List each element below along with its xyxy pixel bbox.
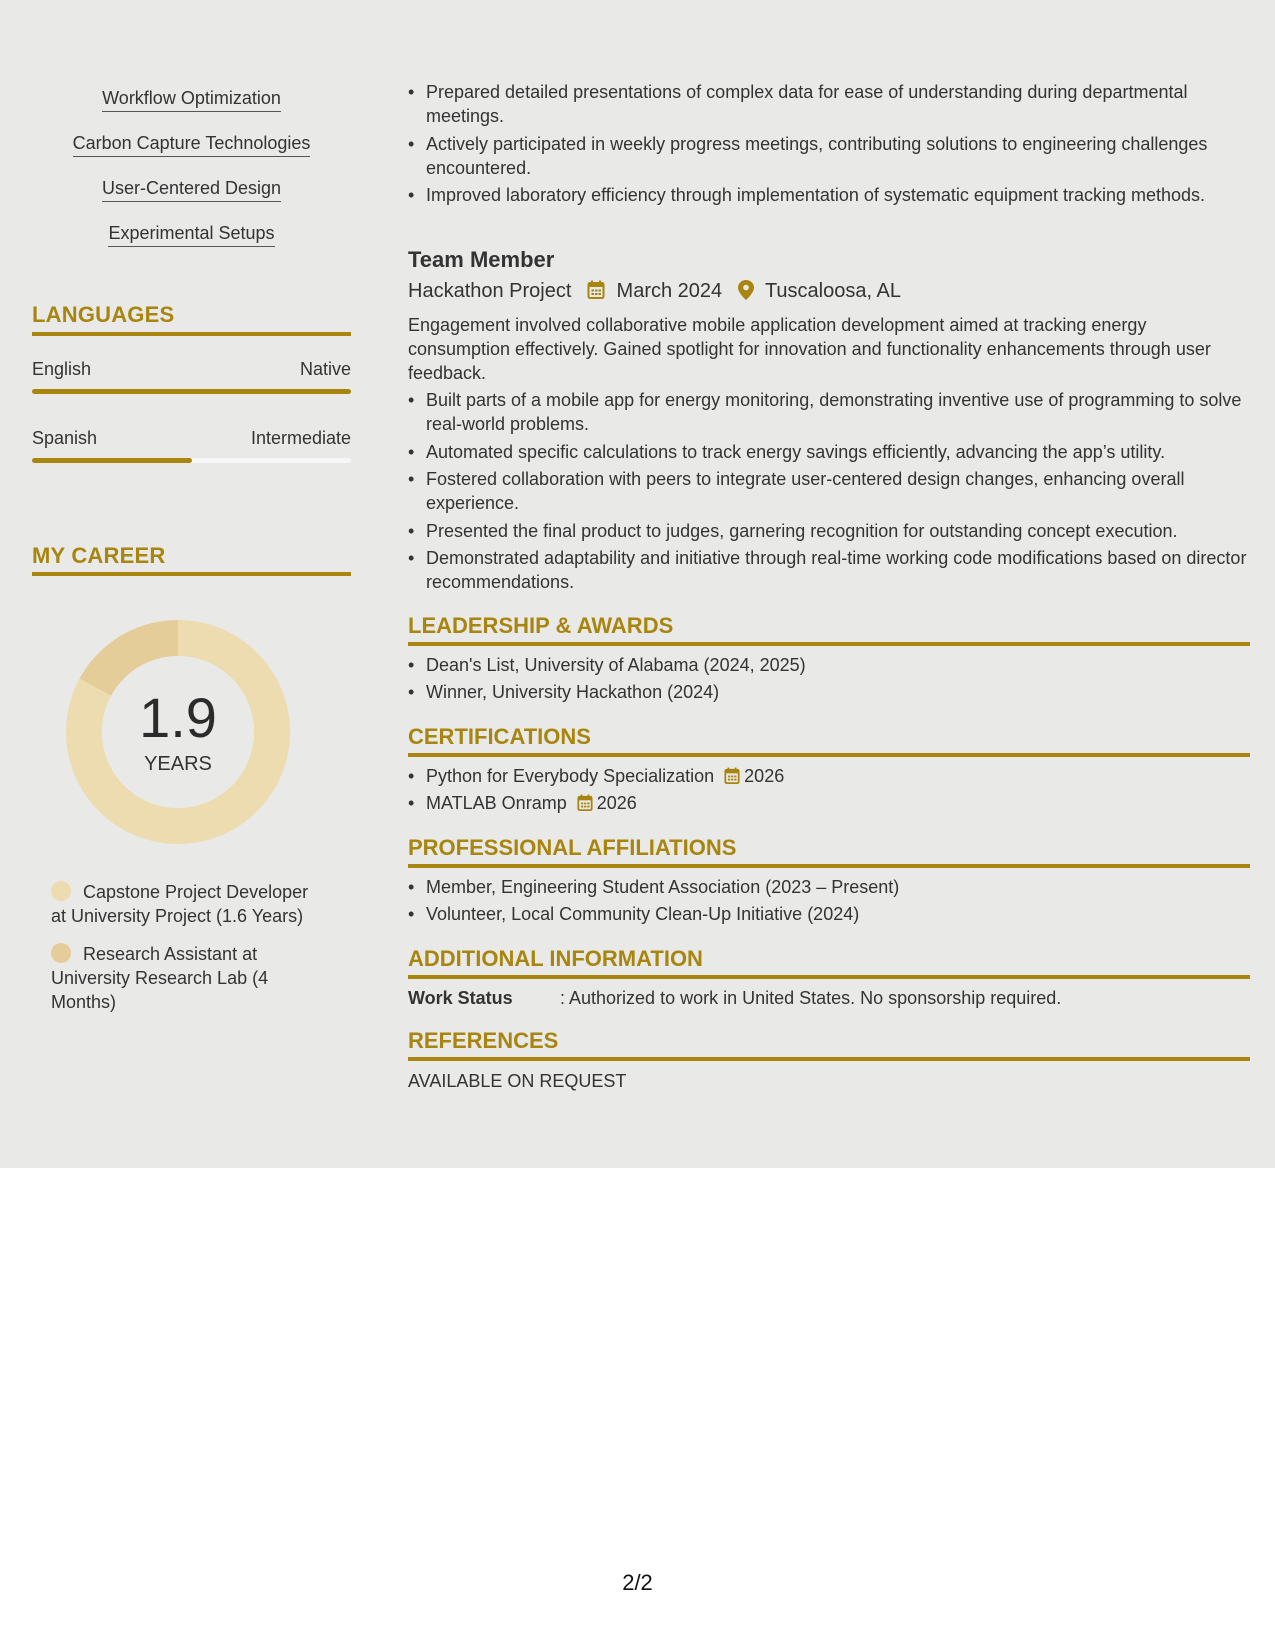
section-divider — [408, 864, 1250, 868]
language-bar-fill — [32, 458, 192, 463]
language-row — [32, 428, 351, 449]
section-divider — [408, 642, 1250, 646]
legend-swatch — [51, 943, 71, 963]
page-number: 2/2 — [622, 1570, 653, 1595]
certification-year: 2026 — [596, 793, 637, 813]
list-item: • MATLAB Onramp 2026 — [408, 791, 1250, 818]
affiliations-heading: PROFESSIONAL AFFILIATIONS — [408, 835, 737, 860]
job-meta — [408, 280, 901, 306]
list-item: • Member, Engineering Student Association (2023 – Present) — [408, 877, 900, 897]
additional-info-heading: ADDITIONAL INFORMATION — [408, 946, 703, 971]
work-status-label: Work Status — [408, 988, 513, 1008]
languages-heading: LANGUAGES — [32, 302, 175, 327]
references-heading: REFERENCES — [408, 1028, 559, 1053]
job-title: Team Member — [408, 247, 555, 272]
job-date: March 2024 — [616, 280, 723, 302]
career-legend-item — [51, 880, 321, 928]
work-status-value: : Authorized to work in United States. No sponsorship required. — [560, 988, 1062, 1008]
list-item: • Presented the final product to judges, garnering recognition for outstanding concept execution. — [408, 521, 1178, 541]
job-description: Engagement involved collaborative mobile application development aimed at tracking energy consumption effectively. Gained spotlight for innovation and functionality enhancements through user feedback. — [408, 315, 1211, 383]
certification-name: Python for Everybody Specialization — [426, 766, 715, 786]
section-divider — [408, 975, 1250, 979]
language-level: Intermediate — [250, 428, 351, 448]
language-level: Native — [299, 359, 351, 379]
certification-year: 2026 — [744, 766, 785, 786]
section-divider — [32, 572, 351, 576]
section-divider — [32, 332, 351, 336]
language-bar-fill — [32, 389, 351, 394]
legend-swatch — [51, 881, 71, 901]
career-total-unit: YEARS — [144, 753, 212, 775]
leadership-heading: LEADERSHIP & AWARDS — [408, 613, 674, 638]
career-legend-item — [51, 942, 321, 1014]
legend-label: Capstone Project Developer at University Project (1.6 Years) — [51, 882, 309, 926]
main-column — [408, 0, 1250, 1168]
job-company: Hackathon Project — [408, 280, 572, 302]
language-name: Spanish — [32, 428, 98, 448]
certifications-heading: CERTIFICATIONS — [408, 724, 591, 749]
sidebar — [32, 0, 351, 1168]
language-row — [32, 359, 351, 380]
skill-tag: Carbon Capture Technologies — [32, 133, 351, 157]
list-item: • Dean's List, University of Alabama (2024, 2025) — [408, 655, 806, 675]
career-heading: MY CAREER — [32, 543, 166, 568]
certification-name: MATLAB Onramp — [426, 793, 567, 813]
calendar-icon — [587, 280, 605, 306]
list-item: • Actively participated in weekly progress meetings, contributing solutions to engineering challenges encountered. — [408, 134, 1208, 178]
map-pin-icon — [738, 280, 754, 306]
language-bar — [32, 389, 351, 394]
list-item: • Improved laboratory efficiency through implementation of systematic equipment tracking methods. — [408, 185, 1206, 205]
skill-tag: User-Centered Design — [32, 178, 351, 202]
section-divider — [408, 753, 1250, 757]
references-text: AVAILABLE ON REQUEST — [408, 1071, 627, 1091]
language-bar — [32, 458, 351, 463]
section-divider — [408, 1057, 1250, 1061]
list-item: • Winner, University Hackathon (2024) — [408, 682, 720, 702]
career-total-years: 1.9 — [139, 686, 217, 749]
job-location: Tuscaloosa, AL — [764, 280, 901, 302]
language-name: English — [32, 359, 92, 379]
list-item: • Demonstrated adaptability and initiative through real-time working code modifications based on director recommendations. — [408, 548, 1247, 592]
list-item: • Prepared detailed presentations of complex data for ease of understanding during departmental meetings. — [408, 82, 1188, 126]
list-item: • Fostered collaboration with peers to integrate user-centered design changes, enhancing overall experience. — [408, 469, 1185, 513]
skill-tag: Experimental Setups — [32, 223, 351, 247]
skill-tag: Workflow Optimization — [32, 88, 351, 112]
list-item: • Python for Everybody Specialization 2026 — [408, 764, 1250, 791]
list-item: • Volunteer, Local Community Clean-Up Initiative (2024) — [408, 904, 860, 924]
calendar-icon — [577, 794, 593, 818]
calendar-icon — [724, 767, 740, 791]
list-item: • Automated specific calculations to track energy savings efficiently, advancing the app’s utility. — [408, 442, 1166, 462]
legend-label: Research Assistant at University Research Lab (4 Months) — [51, 944, 269, 1012]
list-item: • Built parts of a mobile app for energy monitoring, demonstrating inventive use of programming to solve real-world problems. — [408, 390, 1242, 434]
